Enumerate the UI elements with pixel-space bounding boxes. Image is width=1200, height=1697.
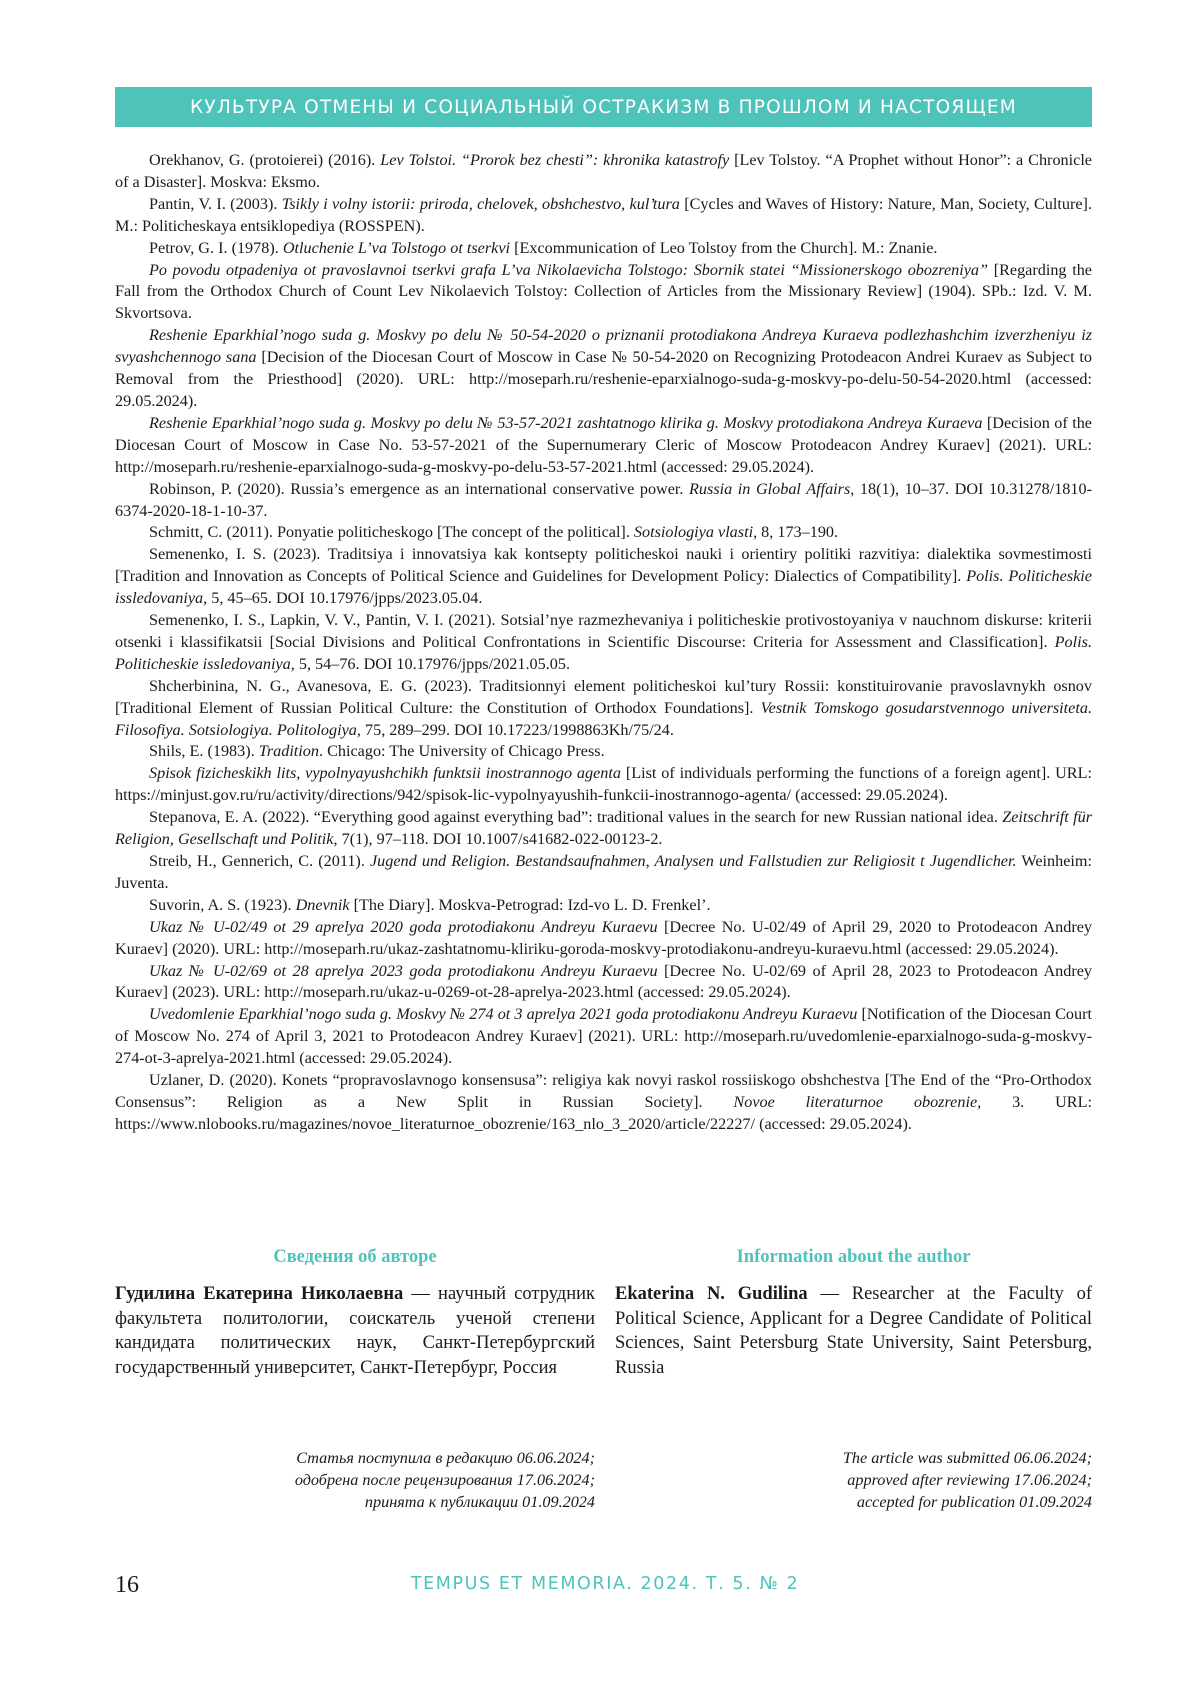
reference-it-text: Polis. Politicheskie issledovaniya	[115, 632, 1092, 673]
author-info-en-body	[615, 1282, 1092, 1380]
author-info-en	[615, 1247, 1092, 1380]
author-bio-en: — Researcher at the Faculty of Political Science, Applicant for a Degree Candidate of Political Sciences, Saint Petersburg State University, Saint Petersburg, Russia	[615, 1284, 1092, 1378]
reference-it-text: Spisok fizicheskikh lits, vypolnyayushchikh funktsii inostrannogo agenta	[149, 764, 621, 783]
reference-post-text: [Decision of the Diocesan Court of Moscow in Case No. 53-57-2021 of the Supernumerary Cleric of Moscow Protodeacon Andrey Kuraev] (2021). URL: http://moseparh.ru/reshenie-eparxialnogo-suda-g-moskvy-po-delu-53-57-2021.html (accessed: 29.05.2024).	[115, 413, 1092, 476]
reference-it-text: Tsikly i volny istorii: priroda, chelovek, obshchestvo, kul’tura	[281, 194, 680, 213]
reference-entry	[115, 676, 1092, 742]
reference-pre-text: Shils, E. (1983).	[149, 742, 259, 761]
reference-entry	[115, 544, 1092, 610]
reference-pre-text: Petrov, G. I. (1978).	[149, 238, 283, 257]
reference-it-text: Otluchenie L’va Tolstogo ot tserkvi	[282, 238, 511, 257]
author-name-en: Ekaterina N. Gudilina	[615, 1284, 808, 1304]
reference-entry	[115, 961, 1092, 1005]
reference-it-text: Russia in Global Affairs	[689, 479, 851, 498]
reference-post-text: , 5, 54–76. DOI 10.17976/jpps/2021.05.05.	[290, 654, 570, 673]
reference-post-text: [Lev Tolstoy. “A Prophet without Honor”: a Chronicle of a Disaster]. Moskva: Eksmo.	[115, 151, 1092, 191]
reference-entry	[115, 194, 1092, 238]
reference-pre-text: Pantin, V. I. (2003).	[149, 194, 282, 213]
reviewed-date-en: approved after reviewing 17.06.2024;	[847, 1471, 1092, 1489]
reference-entry	[115, 807, 1092, 851]
reference-post-text: [Decision of the Diocesan Court of Moscow in Case № 50-54-2020 on Recognizing Protodeacon Andrei Kuraev as Subject to Removal from the Priesthood] (2020). URL: http://moseparh.ru/reshenie-eparxialnogo-suda-g-moskvy-po-delu-50-54-2020.html (accessed: 29.05.2024).	[115, 348, 1093, 410]
reference-it-text: Jugend und Religion. Bestandsaufnahmen, Analysen und Fallstudien zur Religiosit t Jugendlicher.	[369, 852, 1017, 870]
page-number: 16	[115, 1572, 139, 1598]
reference-entry	[115, 851, 1092, 895]
reference-it-text: Reshenie Eparkhial’nogo suda g. Moskvy po delu № 50-54-2020 o priznanii protodiakona Andreya Kuraeva podlezhashchim izverzheniyu iz svyashchennogo sana	[115, 326, 1092, 367]
author-info-ru	[115, 1247, 595, 1380]
reference-pre-text: Shcherbinina, N. G., Avanesova, E. G. (2023). Traditsionnyi element politicheskoi kul’tury Rossii: konstituirovanie pravoslavnykh osnov [Traditional Element of Russian Political Culture: the Constitution of Orthodox Foundations].	[115, 676, 1092, 717]
reference-pre-text: Suvorin, A. S. (1923).	[149, 895, 296, 914]
reference-entry	[115, 610, 1092, 676]
submitted-date-en: The article was submitted 06.06.2024;	[842, 1449, 1092, 1467]
reference-it-text: Zeitschrift für Religion, Gesellschaft und Politik	[115, 808, 1092, 849]
reference-it-text: Tradition	[258, 742, 319, 761]
reference-pre-text: Schmitt, C. (2011). Ponyatie politicheskogo [The concept of the political].	[149, 523, 634, 542]
reference-pre-text: Robinson, P. (2020). Russia’s emergence as an international conservative power.	[149, 479, 690, 498]
reference-pre-text: Uzlaner, D. (2020). Konets “propravoslavnogo konsensusa”: religiya kak novyi raskol rossiiskogo obshchestva [The End of the “Pro-Orthodox Consensus”: Religion as a New Split in Russian Society].	[115, 1071, 1092, 1111]
reference-pre-text: Orekhanov, G. (protoierei) (2016).	[149, 151, 381, 169]
reference-post-text: , 3. URL: https://www.nlobooks.ru/magazines/novoe_literaturnoe_obozrenie/163_nlo_3_2020/article/22227/ (accessed: 29.05.2024).	[115, 1092, 1092, 1133]
reference-entry	[115, 260, 1092, 326]
reference-it-text: Dnevnik	[295, 895, 350, 914]
reference-it-text: Novoe literaturnoe obozrenie	[733, 1092, 978, 1111]
author-info-en-title: Information about the author	[736, 1247, 971, 1267]
reference-post-text: , 75, 289–299. DOI 10.17223/1998863Kh/75/24.	[356, 720, 674, 739]
reference-pre-text: Stepanova, E. A. (2022). “Everything good against everything bad”: traditional values in the search for new Russian national idea.	[149, 808, 1003, 827]
reference-post-text: [The Diary]. Moskva-Petrograd: Izd-vo L. D. Frenkel’.	[349, 895, 711, 914]
reference-post-text: [Notification of the Diocesan Court of Moscow No. 274 of April 3, 2021 to Protodeacon Andrey Kuraev] (2021). URL: http://moseparh.ru/uvedomlenie-eparxialnogo-suda-g-moskvy-274-ot-3-aprelya-2021.html (accessed: 29.05.2024).	[115, 1005, 1092, 1068]
reference-post-text: [Cycles and Waves of History: Nature, Man, Society, Culture]. M.: Politicheskaya entsiklopediya (ROSSPEN).	[115, 194, 1092, 235]
reference-it-text: Sotsiologiya vlasti	[633, 523, 754, 542]
reference-entry	[115, 325, 1092, 413]
reference-post-text: Weinheim: Juventa.	[115, 852, 1092, 892]
reference-it-text: Polis. Politicheskie issledovaniya	[115, 567, 1092, 608]
reference-post-text: [Excommunication of Leo Tolstoy from the Church]. M.: Znanie.	[510, 238, 938, 257]
reference-entry	[115, 150, 1092, 194]
journal-footer: TEMPUS ET MEMORIA. 2024. Т. 5. № 2	[410, 1574, 800, 1594]
reference-post-text: , 7(1), 97–118. DOI 10.1007/s41682-022-00123-2.	[333, 830, 663, 849]
reference-post-text: [Decree No. U-02/49 of April 29, 2020 to Protodeacon Andrey Kuraev] (2020). URL: http://moseparh.ru/ukaz-zashtatnomu-kliriku-goroda-moskvy-protodiakonu-andreyu-kuraevu.html (accessed: 29.05.2024).	[115, 917, 1092, 958]
reference-list	[115, 150, 1092, 1136]
reviewed-date-ru: одобрена после рецензирования 17.06.2024;	[294, 1471, 595, 1489]
reference-entry	[115, 522, 1092, 544]
accepted-date-ru: принята к публикации 01.09.2024	[364, 1493, 595, 1511]
reference-entry	[115, 413, 1092, 479]
submitted-date-ru: Статья поступила в редакцию 06.06.2024;	[296, 1449, 595, 1467]
reference-entry	[115, 1004, 1092, 1070]
reference-entry	[115, 763, 1092, 807]
reference-pre-text: Streib, H., Gennerich, C. (2011).	[149, 852, 370, 870]
author-info-ru-body	[115, 1282, 595, 1380]
reference-it-text: Vestnik Tomskogo gosudarstvennogo universiteta. Filosofiya. Sotsiologiya. Politologiya	[115, 698, 1093, 739]
reference-it-text: Ukaz № U-02/49 ot 29 aprelya 2020 goda protodiakonu Andreyu Kuraevu	[149, 917, 658, 936]
article-dates-en	[615, 1447, 1092, 1513]
running-header-title: КУЛЬТУРА ОТМЕНЫ И СОЦИАЛЬНЫЙ ОСТРАКИЗМ В ПРОШЛОМ И НАСТОЯЩЕМ	[190, 96, 1017, 118]
reference-post-text: , 5, 45–65. DOI 10.17976/jpps/2023.05.04.	[203, 589, 483, 608]
reference-post-text: , 18(1), 10–37. DOI 10.31278/1810-6374-2020-18-1-10-37.	[115, 479, 1092, 520]
accepted-date-en: accepted for publication 01.09.2024	[856, 1493, 1092, 1511]
running-header	[115, 87, 1092, 127]
reference-it-text: Ukaz № U-02/69 ot 28 aprelya 2023 goda protodiakonu Andreyu Kuraevu	[149, 961, 658, 980]
reference-it-text: Reshenie Eparkhial’nogo suda g. Moskvy po delu № 53-57-2021 zashtatnogo klirika g. Moskvy protodiakona Andreya Kuraeva	[149, 413, 983, 432]
reference-entry	[115, 238, 1092, 260]
reference-post-text: [Decree No. U-02/69 of April 28, 2023 to Protodeacon Andrey Kuraev] (2023). URL: http://moseparh.ru/ukaz-u-0269-ot-28-aprelya-2023.html (accessed: 29.05.2024).	[115, 961, 1092, 1002]
author-info-ru-title: Сведения об авторе	[273, 1247, 437, 1267]
reference-entry	[115, 1070, 1092, 1136]
article-dates-ru	[115, 1447, 595, 1513]
reference-entry	[115, 895, 1092, 917]
reference-post-text: [Regarding the Fall from the Orthodox Church of Count Lev Nikolaevich Tolstoy: Collection of Articles from the Missionary Review] (1904). SPb.: Izd. V. M. Skvortsova.	[115, 260, 1092, 323]
reference-it-text: Lev Tolstoi. “Prorok bez chesti”: khronika katastrofy	[380, 151, 730, 169]
author-name-ru: Гудилина Екатерина Николаевна	[115, 1284, 404, 1304]
reference-it-text: Uvedomlenie Eparkhial’nogo suda g. Moskvy № 274 ot 3 aprelya 2021 goda protodiakonu Andreyu Kuraevu	[149, 1005, 858, 1024]
reference-entry	[115, 479, 1092, 523]
reference-it-text: Po povodu otpadeniya ot pravoslavnoi tserkvi grafa L’va Nikolaevicha Tolstogo: Sbornik statei “Missionerskogo obozreniya”	[149, 260, 989, 279]
reference-post-text: , 8, 173–190.	[753, 523, 839, 542]
author-bio-ru: — научный сотрудник факультета политологии, соискатель ученой степени кандидата политических наук, Санкт-Петербургский государственный университет, Санкт-Петербург, Россия	[115, 1284, 595, 1378]
reference-post-text: . Chicago: The University of Chicago Press.	[319, 742, 605, 761]
reference-post-text: [List of individuals performing the functions of a foreign agent]. URL: https://minjust.gov.ru/ru/activity/directions/942/spisok-lic-vypolnyayushih-funkcii-inostrannogo-agenta/ (accessed: 29.05.2024).	[115, 764, 1092, 805]
reference-entry	[115, 917, 1092, 961]
reference-entry	[115, 741, 1092, 763]
reference-pre-text: Semenenko, I. S., Lapkin, V. V., Pantin, V. I. (2021). Sotsial’nye razmezhevaniya i politicheskie protivostoyaniya v nauchnom diskurse: kriterii otsenki i klassifikatsii [Social Divisions and Political Confrontations in Scientific Discourse: Criteria for Assessment and Classification].	[115, 611, 1092, 651]
reference-pre-text: Semenenko, I. S. (2023). Traditsiya i innovatsiya kak kontsepty politicheskoi nauki i orientiry politiki razvitiya: dialektika sovmestimosti [Tradition and Innovation as Concepts of Political Science and Guidelines for Development Policy: Dialectics of Compatibility].	[115, 545, 1092, 586]
